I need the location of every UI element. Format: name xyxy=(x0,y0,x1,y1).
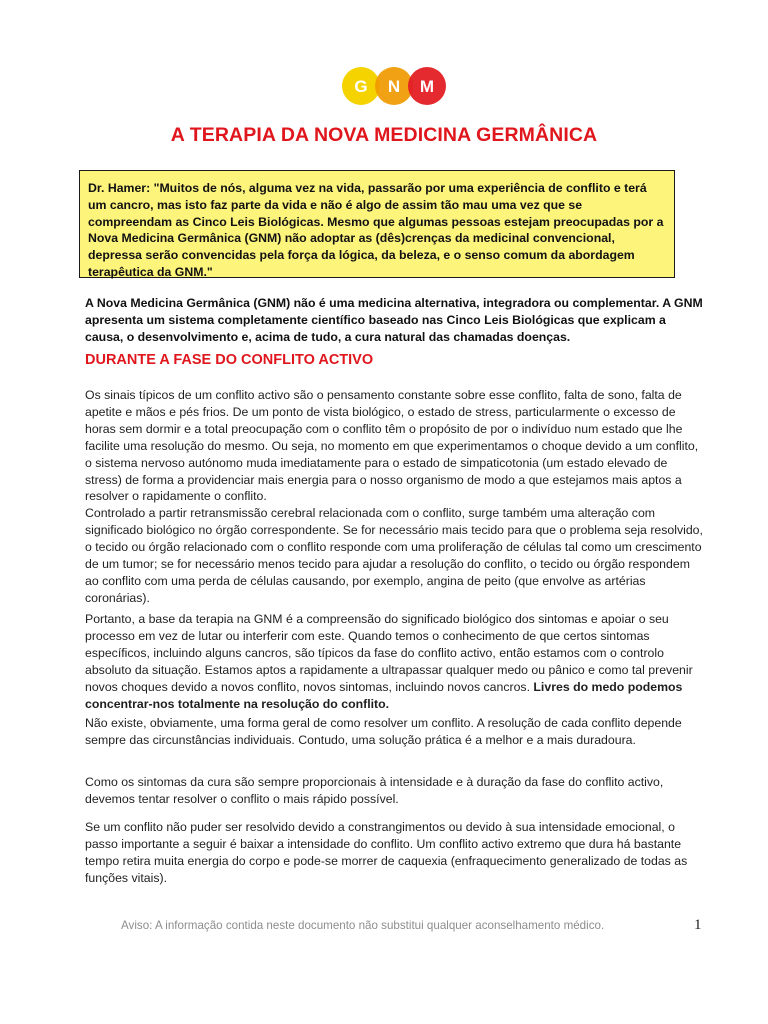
paragraph-3 xyxy=(85,611,703,712)
gnm-logo xyxy=(341,66,447,106)
footer-disclaimer: Aviso: A informação contida neste documento não substitui qualquer aconselhamento médico. xyxy=(121,919,605,932)
quote-text: Dr. Hamer: "Muitos de nós, alguma vez na vida, passarão por uma experiência de conflito e terá um cancro, mas isto faz parte da vida e não é algo de assim tão mau uma vez que se compreendam as Cinco Leis Biológicas. Mesmo que algumas pessoas estejam preocupadas por a Nova Medicina Germânica (GNM) não adoptar as (dês)crenças da medicinal convencional, depressa serão convencidas pela força da lógica, da beleza, e o senso comum da abordagem terapêutica da GNM." xyxy=(88,181,664,279)
paragraph-3-text: Portanto, a base da terapia na GNM é a compreensão do significado biológico dos sintomas e apoiar o seu processo em vez de lutar ou interferir com este. Quando temos o conhecimento de que certos sintomas específicos, incluindo alguns cancros, são típicos da fase do conflito activo, então estamos com o controlo absoluto da situação. Estamos aptos a rapidamente a ultrapassar qualquer medo ou pânico e como tal prevenir novos choques devido a novos conflito, novos sintomas, incluindo novos cancros. xyxy=(85,612,693,694)
page-number: 1 xyxy=(694,917,702,933)
logo-letter-n: N xyxy=(387,77,401,96)
paragraph-5: Como os sintomas da cura são sempre proporcionais à intensidade e à duração da fase do conflito activo, devemos tentar resolver o conflito o mais rápido possível. xyxy=(85,775,664,806)
document-title: A TERAPIA DA NOVA MEDICINA GERMÂNICA xyxy=(170,124,598,146)
logo-letter-m: M xyxy=(419,77,435,96)
section-heading: DURANTE A FASE DO CONFLITO ACTIVO xyxy=(85,352,374,368)
paragraph-2: Controlado a partir retransmissão cerebral relacionada com o conflito, surge também uma alteração com significado biológico no órgão correspondente. Se for necessário mais tecido para que o problema seja resolvido, o tecido ou órgão relacionado com o conflito responde com uma proliferação de células tal como um crescimento de um tumor; se for necessário menos tecido para ajudar a resolução do conflito, o tecido ou órgão respondem ao conflito com uma perda de células causando, por exemplo, angina de peito (que envolve as artérias coronárias). xyxy=(85,506,703,605)
paragraph-3-bold-text: Livres do medo podemos concentrar-nos totalmente na resolução do conflito. xyxy=(85,679,683,711)
logo-letter-g: G xyxy=(354,77,368,96)
paragraph-4: Não existe, obviamente, uma forma geral de como resolver um conflito. A resolução de cada conflito depende sempre das circunstâncias individuais. Contudo, uma solução prática é a melhor e a mais duradoura. xyxy=(85,716,682,747)
paragraph-1: Os sinais típicos de um conflito activo são o pensamento constante sobre esse conflito, falta de sono, falta de apetite e mãos e pés frios. De um ponto de vista biológico, o estado de stress, particularmente o excesso de horas sem dormir e a total preocupação com o conflito têm o propósito de por o indivíduo num estado que lhe facilite uma resolução do mesmo. Ou seja, no momento em que experimentamos o choque devido a um conflito, o sistema nervoso autónomo muda imediatamente para o estado de simpaticotonia (um estado elevado de stress) de forma a providenciar mais energia para o nosso organismo de modo a que estejamos mais aptos a resolver o rapidamente o conflito. xyxy=(85,388,699,504)
intro-paragraph: A Nova Medicina Germânica (GNM) não é uma medicina alternativa, integradora ou complementar. A GNM apresenta um sistema completamente científico baseado nas Cinco Leis Biológicas que explicam a causa, o desenvolvimento e, acima de tudo, a cura natural das chamadas doenças. xyxy=(85,296,703,344)
paragraph-6: Se um conflito não puder ser resolvido devido a constrangimentos ou devido à sua intensidade emocional, o passo importante a seguir é baixar a intensidade do conflito. Um conflito activo extremo que dura há bastante tempo retira muita energia do corpo e pode-se morrer de caquexia (enfraquecimento generalizado de todas as funções vitais). xyxy=(85,820,688,885)
quote-box xyxy=(79,170,675,278)
